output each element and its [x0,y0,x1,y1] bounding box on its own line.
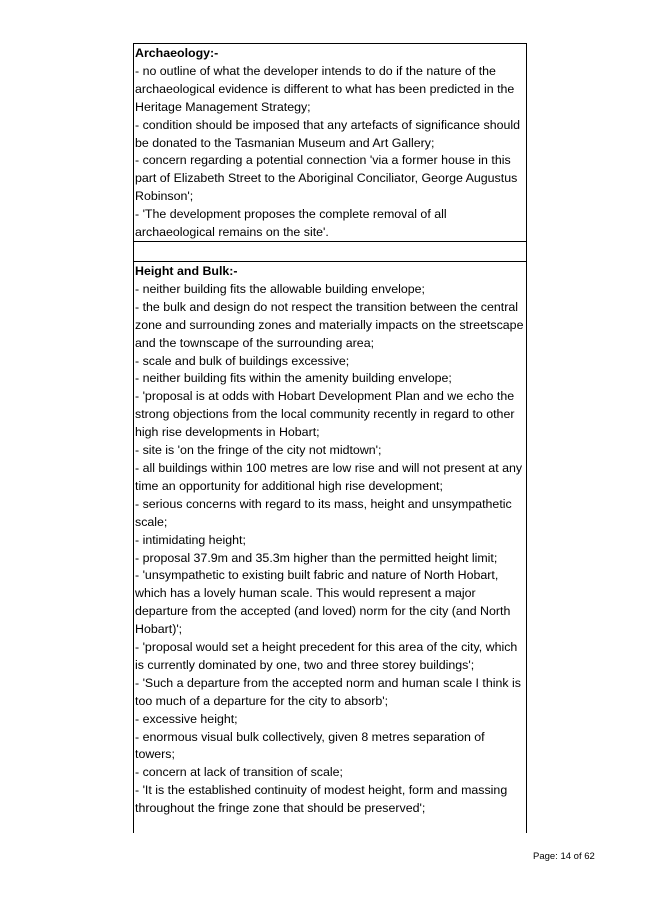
empty-row [134,242,526,262]
archaeology-section [134,44,526,242]
list-item: - neither building fits the allowable building envelope; [135,281,425,296]
list-item: - the bulk and design do not respect the transition between the central zone and surrounding zones and materially impacts on the streetscape and the townscape of the surrounding area; [135,299,524,350]
list-item: - neither building fits within the amenity building envelope; [135,371,452,386]
list-item: - concern at lack of transition of scale; [135,765,343,780]
list-item: - 'The development proposes the complete removal of all archaeological remains on the site'. [135,207,447,240]
list-item: - proposal 37.9m and 35.3m higher than the permitted height limit; [135,550,498,565]
submissions-table [133,43,527,833]
list-item: - site is 'on the fringe of the city not midtown'; [135,443,382,458]
height-bulk-section [134,262,526,818]
list-item: - enormous visual bulk collectively, given 8 metres separation of towers; [135,729,485,762]
page-number: Page: 14 of 62 [533,851,595,862]
list-item: - intimidating height; [135,532,246,547]
list-item: - 'Such a departure from the accepted norm and human scale I think is too much of a departure for the city to absorb'; [135,675,521,708]
list-item: - 'unsympathetic to existing built fabric and nature of North Hobart, which has a lovely human scale. This would represent a major departure from the accepted (and loved) norm for the city (and North Hobart)'; [135,568,511,637]
list-item: - 'It is the established continuity of modest height, form and massing throughout the fringe zone that should be preserved'; [135,783,508,816]
list-item: - serious concerns with regard to its mass, height and unsympathetic scale; [135,496,512,529]
list-item: - scale and bulk of buildings excessive; [135,353,350,368]
height-bulk-heading: Height and Bulk:- [135,264,238,278]
list-item: - excessive height; [135,711,238,726]
list-item: - condition should be imposed that any artefacts of significance should be donated to the Tasmanian Museum and Art Gallery; [135,117,521,150]
list-item: - concern regarding a potential connection 'via a former house in this part of Elizabeth Street to the Aboriginal Conciliator, George Augustus Robinson'; [135,153,518,204]
archaeology-heading: Archaeology:- [135,46,219,60]
list-item: - 'proposal is at odds with Hobart Development Plan and we echo the strong objections from the local community recently in regard to other high rise developments in Hobart; [135,389,515,440]
list-item: - 'proposal would set a height precedent for this area of the city, which is currently dominated by one, two and three storey buildings'; [135,640,518,672]
list-item: - no outline of what the developer intends to do if the nature of the archaeological evidence is different to what has been predicted in the Heritage Management Strategy; [135,63,515,114]
list-item: - all buildings within 100 metres are low rise and will not present at any time an opportunity for additional high rise development; [135,460,523,493]
